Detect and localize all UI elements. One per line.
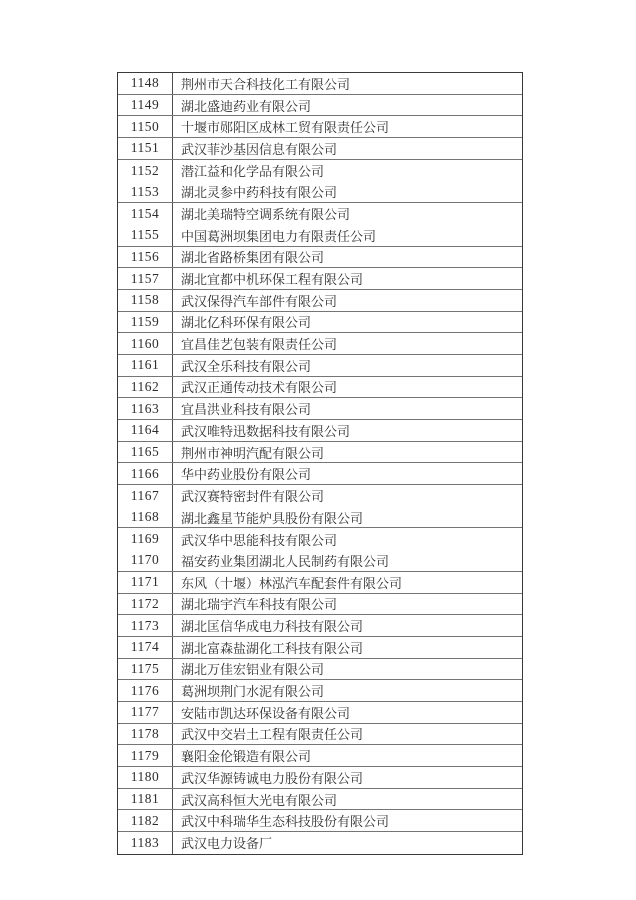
table-row — [118, 116, 522, 138]
company-name: 湖北匡信华成电力科技有限公司 — [181, 619, 364, 635]
row-number: 1181 — [118, 789, 173, 810]
company-name: 福安药业集团湖北人民制药有限公司 — [181, 553, 390, 569]
company-name: 安陆市凯达环保设备有限公司 — [181, 705, 351, 721]
company-name: 武汉华中思能科技有限公司 — [181, 532, 338, 548]
row-number: 1178 — [118, 724, 173, 745]
table-row — [118, 377, 522, 399]
table-row — [118, 528, 522, 550]
table-row — [118, 290, 522, 312]
company-name: 襄阳金伦锻造有限公司 — [181, 749, 312, 765]
company-name: 宜昌佳艺包装有限责任公司 — [181, 337, 338, 353]
company-name: 武汉中交岩土工程有限责任公司 — [181, 727, 364, 743]
company-name: 武汉赛特密封件有限公司 — [181, 489, 325, 505]
table-row — [118, 615, 522, 637]
table-row — [118, 181, 522, 203]
row-number: 1183 — [118, 832, 173, 854]
row-number: 1175 — [118, 659, 173, 680]
table-row — [118, 659, 522, 681]
company-name: 荆州市天合科技化工有限公司 — [181, 76, 351, 92]
company-name: 湖北万佳宏铝业有限公司 — [181, 662, 325, 678]
row-number: 1168 — [118, 507, 173, 528]
company-name: 武汉正通传动技术有限公司 — [181, 380, 338, 396]
company-name: 湖北富森盐湖化工科技有限公司 — [181, 640, 364, 656]
row-number: 1164 — [118, 420, 173, 441]
row-number: 1155 — [118, 225, 173, 246]
row-number: 1171 — [118, 572, 173, 593]
table-row — [118, 268, 522, 290]
row-number: 1152 — [118, 160, 173, 182]
table-row — [118, 225, 522, 247]
table-row — [118, 789, 522, 811]
company-name: 武汉唯特迅数据科技有限公司 — [181, 423, 351, 439]
table-row — [118, 160, 522, 182]
company-name: 湖北宜都中机环保工程有限公司 — [181, 272, 364, 288]
row-number: 1154 — [118, 203, 173, 225]
company-name: 武汉电力设备厂 — [181, 836, 273, 852]
company-name: 湖北鑫星节能炉具股份有限公司 — [181, 510, 364, 526]
table-row — [118, 463, 522, 485]
company-table — [117, 72, 523, 855]
row-number: 1163 — [118, 398, 173, 419]
company-name: 湖北灵参中药科技有限公司 — [181, 185, 338, 201]
table-row — [118, 398, 522, 420]
row-number: 1160 — [118, 333, 173, 354]
row-number: 1157 — [118, 268, 173, 289]
table-row — [118, 247, 522, 269]
row-number: 1176 — [118, 680, 173, 701]
table-row — [118, 594, 522, 616]
row-number: 1161 — [118, 355, 173, 376]
table-row — [118, 355, 522, 377]
company-name: 湖北省路桥集团有限公司 — [181, 250, 325, 266]
company-name: 湖北盛迪药业有限公司 — [181, 98, 312, 114]
row-number: 1148 — [118, 73, 173, 94]
table-row — [118, 810, 522, 832]
table-row — [118, 702, 522, 724]
table-row — [118, 420, 522, 442]
row-number: 1166 — [118, 463, 173, 484]
row-number: 1169 — [118, 528, 173, 550]
table-row — [118, 485, 522, 507]
table-row — [118, 572, 522, 594]
table-row — [118, 442, 522, 464]
table-row — [118, 138, 522, 160]
table-row — [118, 724, 522, 746]
table-row — [118, 637, 522, 659]
row-number: 1174 — [118, 637, 173, 658]
table-row — [118, 203, 522, 225]
row-number: 1172 — [118, 594, 173, 615]
company-name: 武汉菲沙基因信息有限公司 — [181, 141, 338, 157]
row-number: 1159 — [118, 312, 173, 333]
table-row — [118, 550, 522, 572]
company-name: 湖北美瑞特空调系统有限公司 — [181, 207, 351, 223]
company-name: 武汉高科恒大光电有限公司 — [181, 792, 338, 808]
row-number: 1149 — [118, 95, 173, 116]
row-number: 1156 — [118, 247, 173, 268]
row-number: 1150 — [118, 116, 173, 137]
company-name: 宜昌洪业科技有限公司 — [181, 402, 312, 418]
row-number: 1162 — [118, 377, 173, 398]
table-row — [118, 767, 522, 789]
table-row — [118, 73, 522, 95]
company-name: 潜江益和化学品有限公司 — [181, 164, 325, 180]
row-number: 1182 — [118, 810, 173, 831]
row-number: 1167 — [118, 485, 173, 507]
table-row — [118, 95, 522, 117]
company-name: 葛洲坝荆门水泥有限公司 — [181, 684, 325, 700]
table-row — [118, 832, 522, 854]
company-name: 荆州市神明汽配有限公司 — [181, 445, 325, 461]
row-number: 1153 — [118, 181, 173, 202]
company-name: 湖北亿科环保有限公司 — [181, 315, 312, 331]
company-name: 东风（十堰）林泓汽车配套件有限公司 — [181, 575, 403, 591]
company-name: 武汉华源铸诚电力股份有限公司 — [181, 770, 364, 786]
company-name: 武汉保得汽车部件有限公司 — [181, 293, 338, 309]
row-number: 1158 — [118, 290, 173, 311]
company-name: 华中药业股份有限公司 — [181, 467, 312, 483]
company-name: 中国葛洲坝集团电力有限责任公司 — [181, 228, 377, 244]
row-number: 1170 — [118, 550, 173, 571]
row-number: 1179 — [118, 745, 173, 766]
table-row — [118, 333, 522, 355]
table-row — [118, 312, 522, 334]
row-number: 1151 — [118, 138, 173, 159]
row-number: 1180 — [118, 767, 173, 788]
table-row — [118, 680, 522, 702]
table-row — [118, 507, 522, 529]
company-name: 武汉中科瑞华生态科技股份有限公司 — [181, 814, 390, 830]
row-number: 1173 — [118, 615, 173, 636]
company-name: 十堰市郧阳区成林工贸有限责任公司 — [181, 120, 390, 136]
company-name: 武汉全乐科技有限公司 — [181, 358, 312, 374]
row-number: 1165 — [118, 442, 173, 463]
row-number: 1177 — [118, 702, 173, 723]
table-row — [118, 745, 522, 767]
company-name: 湖北瑞宇汽车科技有限公司 — [181, 597, 338, 613]
